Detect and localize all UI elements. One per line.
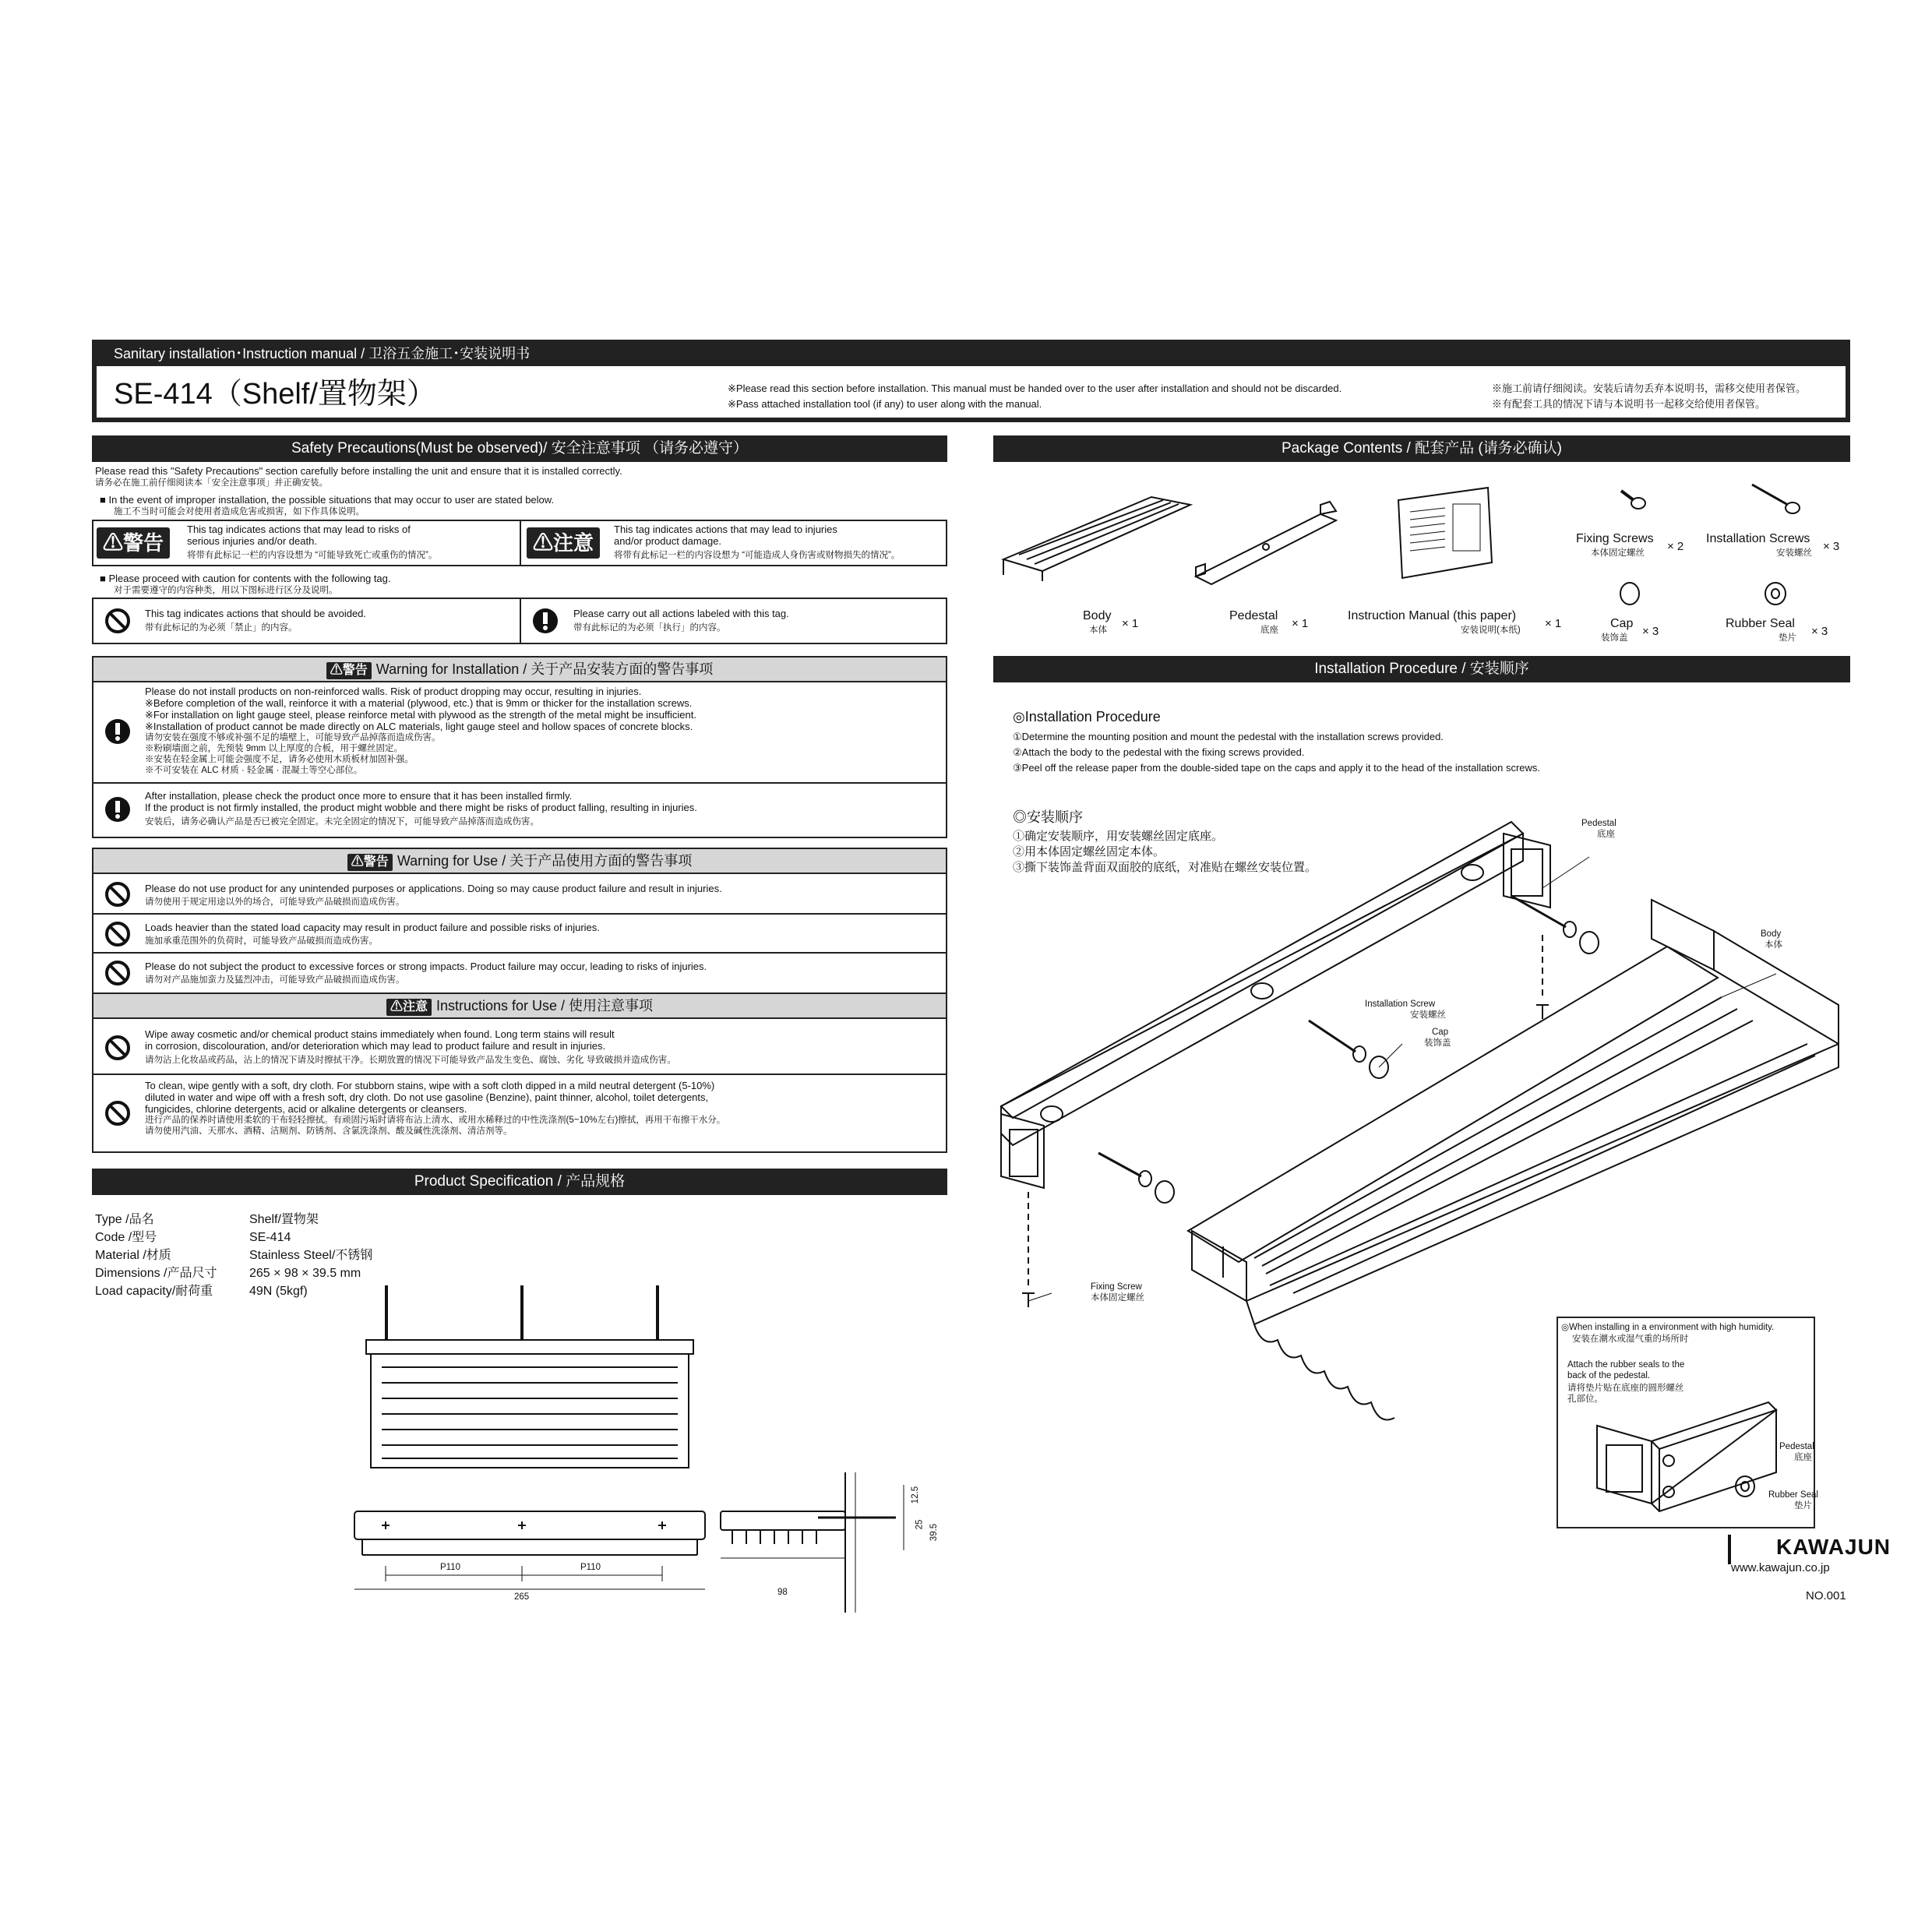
- safety-intro-en: Please read this "Safety Precautions" section carefully before installing the unit and ensure that it is installed correctly.: [95, 465, 622, 477]
- label-body-cn: 本体: [1765, 940, 1782, 950]
- warn-install-row2: [145, 790, 697, 827]
- pkg-inst-cn: 安装螺丝: [1776, 548, 1812, 558]
- procedure-step-cn: ①确定安装顺序，用安装螺丝固定底座。: [1013, 830, 1224, 843]
- humidity-line: 安装在潮水或湿气重的场所时: [1572, 1334, 1689, 1344]
- warn-use-title: Warning for Use / 关于产品使用方面的警告事项: [397, 853, 693, 869]
- caution-text-2: and/or product damage.: [614, 535, 722, 547]
- warn-install-row1: [145, 686, 696, 776]
- top-view-drawing: [358, 1285, 701, 1480]
- humidity-line: Attach the rubber seals to the: [1567, 1360, 1685, 1370]
- humidity-line: back of the pedestal.: [1567, 1371, 1651, 1380]
- warn-use-row3-cn: 请勿对产品施加蛮力及猛烈冲击，可能导致产品破损而造成伤害。: [145, 975, 405, 985]
- label-fixing-en: Fixing Screw: [1091, 1282, 1142, 1292]
- text-line: ※Before completion of the wall, reinforce it with a material (plywood, etc.) that is 9mm or thicker for the installation screws.: [145, 697, 693, 709]
- text-line: ※粉刷墙面之前，先预装 9mm 以上厚度的合板，用于螺丝固定。: [145, 744, 403, 753]
- text-line: ※Installation of product cannot be made directly on ALC materials, light gauge steel and hollow spaces of concrete blocks.: [145, 721, 693, 732]
- pkg-manual-en: Instruction Manual (this paper): [1348, 609, 1517, 622]
- rubber-seal-icon: [1762, 580, 1789, 607]
- safety-bullet2-cn: 对于需要遵守的内容种类，用以下图标进行区分及说明。: [114, 586, 338, 595]
- instr-row1: [145, 1028, 676, 1066]
- humidity-line: ◎When installing in a environment with high humidity.: [1561, 1323, 1775, 1332]
- warn-install-tag: ⚠警告: [326, 662, 372, 679]
- pkg-body-en: Body: [1083, 609, 1112, 622]
- note-cn-2: ※有配套工具的情况下请与本说明书一起移交给使用者保管。: [1492, 398, 1766, 410]
- pkg-cap-qty: × 3: [1642, 625, 1659, 638]
- procedure-step-cn: ③撕下装饰盖背面双面胶的底纸，对准贴在螺丝安装位置。: [1013, 861, 1317, 874]
- procedure-heading-cn: ◎安装顺序: [1013, 809, 1083, 825]
- dim-p110-right: P110: [580, 1563, 601, 1572]
- inset-pedestal-en: Pedestal: [1779, 1442, 1814, 1451]
- text-line: 请勿沾上化妆品或药品，沾上的情况下请及时擦拭干净。长期放置的情况下可能导致产品发生变色、腐蚀、劣化 导致破损并造成伤害。: [145, 1056, 676, 1065]
- inset-seal-cn: 垫片: [1794, 1501, 1812, 1511]
- instr-use-title: Instructions for Use / 使用注意事项: [435, 998, 654, 1014]
- spec-value: Shelf/置物架: [249, 1213, 319, 1226]
- caution-text-1: This tag indicates actions that may lead to injuries: [614, 524, 837, 535]
- label-inst-screw-cn: 安装螺丝: [1410, 1010, 1446, 1020]
- row-divider: [92, 782, 947, 784]
- header-top-line: Sanitary installation･Instruction manual / 卫浴五金施工･安装说明书: [114, 346, 531, 361]
- prohibit-icon: [104, 1100, 131, 1126]
- spec-label: Dimensions /产品尺寸: [95, 1267, 217, 1280]
- text-line: After installation, please check the product once more to ensure that it has been installed firmly.: [145, 790, 573, 802]
- mandatory-icon: [104, 718, 131, 745]
- avoid-cn: 带有此标记的为必须「禁止」的内容。: [145, 623, 298, 633]
- spec-label: Type /品名: [95, 1213, 154, 1226]
- procedure-step-en: ②Attach the body to the pedestal with the fixing screws provided.: [1013, 746, 1305, 758]
- spec-value: Stainless Steel/不锈钢: [249, 1249, 373, 1262]
- note-en-2: ※Pass attached installation tool (if any) to user along with the manual.: [728, 398, 1042, 410]
- procedure-step-en: ③Peel off the release paper from the double-sided tape on the caps and apply it to the head of the installation screws.: [1013, 762, 1541, 774]
- prohibit-icon: [104, 1035, 131, 1061]
- pkg-body-cn: 本体: [1089, 626, 1107, 635]
- instr-row2: [145, 1080, 725, 1137]
- warn-use-row3-en: Please do not subject the product to excessive forces or strong impacts. Product failure may occur, leading to risks of injuries.: [145, 961, 707, 972]
- pkg-body-qty: × 1: [1122, 617, 1139, 630]
- spec-value: SE-414: [249, 1231, 291, 1244]
- row-divider: [92, 952, 947, 954]
- text-line: 进行产品的保养时请使用柔软的干布轻轻擦拭。有顽固污垢时请将布沾上清水、或用水稀释过的中性洗涤剂(5~10%左右)擦拭，再用干布擦干水分。: [145, 1116, 726, 1125]
- prohibit-icon: [104, 921, 131, 947]
- body-illustration: [996, 489, 1198, 583]
- text-line: To clean, wipe gently with a soft, dry cloth. For stubborn stains, wipe with a soft cloth dipped in a mild neutral detergent (5-10%): [145, 1080, 715, 1091]
- pkg-pedestal-qty: × 1: [1292, 617, 1309, 630]
- text-line: ※安装在轻金属上可能会强度不足，请务必使用木质板材加固补强。: [145, 755, 414, 764]
- instr-use-head: [92, 992, 947, 1019]
- row-divider: [92, 913, 947, 915]
- must-cn: 带有此标记的为必须「执行」的内容。: [573, 623, 726, 633]
- package-title-bar: Package Contents / 配套产品 (请务必确认): [993, 435, 1850, 462]
- warning-text-2: serious injuries and/or death.: [187, 535, 317, 547]
- note-en-1: ※Please read this section before installation. This manual must be handed over to the user after installation and should not be discarded.: [728, 383, 1342, 394]
- pkg-pedestal-en: Pedestal: [1229, 609, 1278, 622]
- text-line: ※For installation on light gauge steel, please reinforce metal with plywood as the strength of the metal might be insufficient.: [145, 709, 696, 721]
- pkg-cap-cn: 装饰盖: [1601, 633, 1628, 643]
- pkg-fixing-qty: × 2: [1667, 540, 1684, 553]
- caution-text-cn: 将带有此标记一栏的内容设想为 “可能造成人身伤害或财物损失的情况”。: [614, 551, 901, 560]
- warn-use-head: [92, 848, 947, 874]
- legend-divider: [520, 598, 521, 644]
- text-line: If the product is not firmly installed, the product might wobble and there might be risks of product falling, resulting in injuries.: [145, 802, 697, 813]
- brand-url: www.kawajun.co.jp: [1731, 1561, 1830, 1574]
- box-divider: [520, 520, 521, 566]
- warn-use-row1-en: Please do not use product for any unintended purposes or applications. Doing so may cause product failure and result in injuries.: [145, 883, 722, 894]
- mandatory-icon: [532, 608, 559, 634]
- label-cap-en: Cap: [1432, 1028, 1449, 1037]
- warn-use-row2-cn: 施加承重范围外的负荷时，可能导致产品破损而造成伤害。: [145, 936, 378, 946]
- spec-label: Load capacity/耐荷重: [95, 1285, 213, 1298]
- installation-screw-icon: [1749, 481, 1803, 520]
- text-line: 请勿安装在强度不够或补强不足的墙壁上，可能导致产品掉落而造成伤害。: [145, 733, 441, 742]
- fixing-screw-icon: [1616, 483, 1648, 514]
- pkg-pedestal-cn: 底座: [1260, 626, 1278, 635]
- procedure-title-bar: Installation Procedure / 安装顺序: [993, 656, 1850, 682]
- warn-use-row2-en: Loads heavier than the stated load capacity may result in product failure and possible risks of injuries.: [145, 922, 600, 933]
- prohibit-icon: [104, 881, 131, 908]
- pkg-inst-en: Installation Screws: [1706, 532, 1810, 545]
- safety-bullet2-en: ■ Please proceed with caution for contents with the following tag.: [100, 573, 391, 584]
- brand-logo: KAWAJUN: [1776, 1535, 1891, 1559]
- procedure-step-cn: ②用本体固定螺丝固定本体。: [1013, 845, 1165, 858]
- warning-big-tag: ⚠警告: [97, 527, 170, 559]
- row-divider: [92, 1074, 947, 1075]
- pkg-inst-qty: × 3: [1823, 540, 1840, 553]
- spec-title-bar: Product Specification / 产品规格: [92, 1169, 947, 1195]
- dim-265: 265: [514, 1592, 530, 1602]
- warning-text-1: This tag indicates actions that may lead to risks of: [187, 524, 411, 535]
- humidity-drawing: [1589, 1402, 1792, 1519]
- text-line: in corrosion, discolouration, and/or deterioration which may lead to product failure and result in injuries.: [145, 1040, 606, 1052]
- mandatory-icon: [104, 796, 131, 823]
- text-line: fungicides, chlorine detergents, acid or alkaline detergents or cleansers.: [145, 1103, 467, 1115]
- pkg-fixing-en: Fixing Screws: [1576, 532, 1654, 545]
- pkg-cap-en: Cap: [1610, 617, 1634, 630]
- text-line: Please do not install products on non-reinforced walls. Risk of product dropping may occur, resulting in injuries.: [145, 686, 642, 697]
- label-pedestal-en: Pedestal: [1581, 819, 1616, 828]
- text-line: diluted in water and wipe off with a fresh soft, dry cloth. Do not use gasoline (Benzine), paint thinner, alcohol, toilet detergents,: [145, 1091, 709, 1103]
- safety-intro-cn: 请务必在施工前仔细阅读本「安全注意事项」并正确安装。: [95, 478, 328, 488]
- pkg-manual-cn: 安装说明(本纸): [1461, 626, 1521, 635]
- procedure-heading-en: ◎Installation Procedure: [1013, 709, 1161, 724]
- label-body-en: Body: [1761, 929, 1782, 939]
- front-view-drawing: [351, 1504, 709, 1613]
- text-line: ※不可安装在 ALC 材质 · 轻金属 · 混凝土等空心部位。: [145, 766, 363, 775]
- text-line: Wipe away cosmetic and/or chemical product stains immediately when found. Long term stains will result: [145, 1028, 615, 1040]
- dim-39-5: 39.5: [929, 1523, 940, 1542]
- pedestal-illustration: [1188, 499, 1344, 592]
- caution-big-tag: ⚠注意: [527, 527, 600, 559]
- label-cap-cn: 装饰盖: [1424, 1038, 1451, 1048]
- pkg-fixing-cn: 本体固定螺丝: [1591, 548, 1645, 558]
- humidity-line: 请将垫片贴在底座的圆形螺丝: [1567, 1384, 1684, 1393]
- avoid-en: This tag indicates actions that should be avoided.: [145, 608, 367, 619]
- safety-bullet1-cn: 施工不当时可能会对使用者造成危害或损害，如下作具体说明。: [114, 507, 365, 516]
- pkg-manual-qty: × 1: [1545, 617, 1562, 630]
- warn-install-head: [92, 656, 947, 682]
- page-title: SE-414（Shelf/置物架）: [114, 378, 436, 411]
- text-line: 请勿使用汽油、天那水、酒精、洁厕剂、防锈剂、含氯洗涤剂、酸及碱性洗涤剂、清洁剂等。: [145, 1126, 513, 1136]
- safety-title-bar: Safety Precautions(Must be observed)/ 安全注意事项 （请务必遵守）: [92, 435, 947, 462]
- side-view-drawing: [717, 1472, 974, 1613]
- pkg-seal-en: Rubber Seal: [1726, 617, 1795, 630]
- warn-use-tag: ⚠警告: [347, 854, 393, 871]
- humidity-line: 孔部位。: [1567, 1394, 1603, 1404]
- safety-bullet1-en: ■ In the event of improper installation, the possible situations that may occur to user are stated below.: [100, 494, 555, 506]
- label-pedestal-cn: 底座: [1597, 830, 1615, 839]
- spec-value: 265 × 98 × 39.5 mm: [249, 1267, 361, 1280]
- must-en: Please carry out all actions labeled with this tag.: [573, 608, 789, 619]
- brand-rule: [1728, 1535, 1731, 1564]
- spec-label: Code /型号: [95, 1231, 157, 1244]
- dim-25: 25: [915, 1519, 925, 1530]
- label-fixing-cn: 本体固定螺丝: [1091, 1293, 1144, 1303]
- inset-seal-en: Rubber Seal: [1768, 1490, 1818, 1500]
- inset-pedestal-cn: 底座: [1794, 1453, 1812, 1462]
- cap-icon: [1616, 580, 1643, 607]
- warn-use-row1-cn: 请勿使用于规定用途以外的场合，可能导致产品破损而造成伤害。: [145, 897, 405, 907]
- label-inst-screw-en: Installation Screw: [1365, 999, 1436, 1009]
- text-line: 安装后，请务必确认产品是否已被完全固定。未完全固定的情况下，可能导致产品掉落而造成伤害。: [145, 817, 539, 827]
- instr-use-tag: ⚠注意: [386, 999, 432, 1016]
- procedure-step-en: ①Determine the mounting position and mount the pedestal with the installation screws provided.: [1013, 731, 1444, 742]
- spec-label: Material /材质: [95, 1249, 171, 1262]
- note-cn-1: ※施工前请仔细阅读。安装后请勿丢弃本说明书，需移交使用者保管。: [1492, 383, 1807, 394]
- doc-number: NO.001: [1806, 1589, 1846, 1602]
- manual-illustration: [1391, 485, 1500, 582]
- pkg-seal-cn: 垫片: [1779, 633, 1796, 643]
- warn-install-title: Warning for Installation / 关于产品安装方面的警告事项: [375, 661, 714, 677]
- spec-value: 49N (5kgf): [249, 1285, 308, 1298]
- dim-12-5: 12.5: [911, 1486, 921, 1504]
- dim-p110-left: P110: [440, 1563, 461, 1572]
- prohibit-icon: [104, 608, 131, 634]
- warning-text-cn: 将带有此标记一栏的内容设想为 “可能导致死亡或重伤的情况”。: [187, 551, 438, 560]
- prohibit-icon: [104, 960, 131, 986]
- dim-98: 98: [777, 1588, 788, 1597]
- pkg-seal-qty: × 3: [1811, 625, 1828, 638]
